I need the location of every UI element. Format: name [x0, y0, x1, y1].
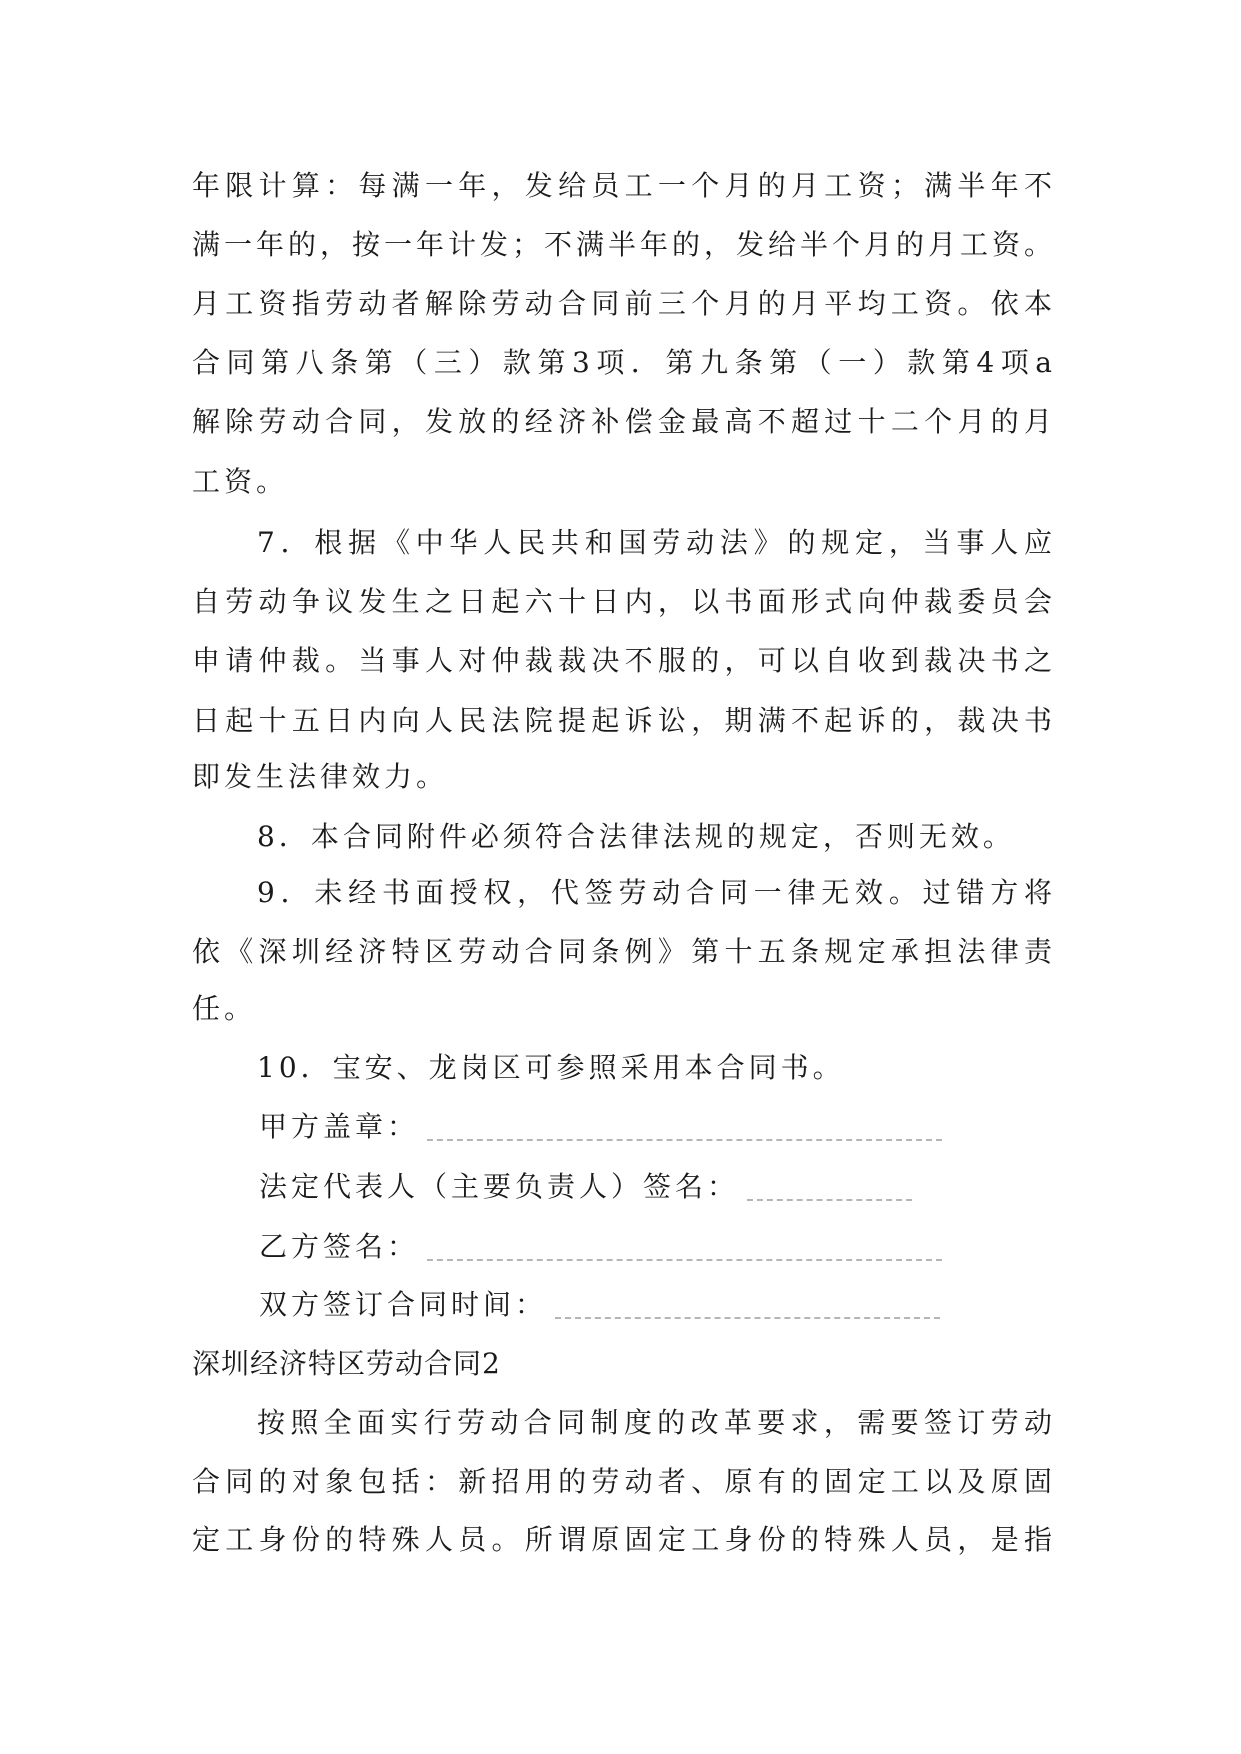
sign-date-field [259, 1285, 940, 1325]
section-2-line: 定工身份的特殊人员。所谓原固定工身份的特殊人员，是指 [192, 1523, 1052, 1556]
clause-9-line: 依《深圳经济特区劳动合同条例》第十五条规定承担法律责 [192, 935, 1052, 968]
paragraph-line: 年限计算：每满一年，发给员工一个月的月工资；满半年不 [192, 169, 1052, 202]
clause-10: 10．宝安、龙岗区可参照采用本合同书。 [257, 1051, 845, 1084]
sign-date-label: 双方签订合同时间： [259, 1288, 548, 1321]
clause-9-line: 9．未经书面授权，代签劳动合同一律无效。过错方将 [257, 876, 1052, 909]
party-b-sign-blank[interactable] [427, 1258, 942, 1261]
party-a-seal-field [259, 1107, 942, 1147]
clause-7-line: 日起十五日内向人民法院提起诉讼，期满不起诉的，裁决书 [192, 704, 1052, 737]
clause-9-line: 任。 [192, 992, 257, 1025]
section-title: 深圳经济特区劳动合同2 [192, 1347, 501, 1380]
clause-7-line: 7．根据《中华人民共和国劳动法》的规定，当事人应 [257, 526, 1052, 559]
paragraph-line: 合同第八条第（三）款第3项．第九条第（一）款第4项a [192, 346, 1052, 379]
legal-rep-blank[interactable] [747, 1198, 912, 1201]
section-2-line: 合同的对象包括：新招用的劳动者、原有的固定工以及原固 [192, 1465, 1052, 1498]
party-b-sign-label: 乙方签名： [259, 1230, 420, 1263]
clause-7-line: 自劳动争议发生之日起六十日内，以书面形式向仲裁委员会 [192, 585, 1052, 618]
paragraph-line: 解除劳动合同，发放的经济补偿金最高不超过十二个月的月 [192, 405, 1052, 438]
clause-8: 8．本合同附件必须符合法律法规的规定，否则无效。 [257, 820, 1015, 853]
clause-7-line: 即发生法律效力。 [192, 760, 449, 793]
legal-rep-label: 法定代表人（主要负责人）签名： [259, 1170, 740, 1203]
legal-rep-field [259, 1167, 912, 1207]
sign-date-blank[interactable] [555, 1316, 940, 1319]
paragraph-line: 工资。 [192, 465, 289, 498]
party-a-seal-blank[interactable] [427, 1138, 942, 1141]
clause-7-line: 申请仲裁。当事人对仲裁裁决不服的，可以自收到裁决书之 [192, 644, 1052, 677]
section-2-line: 按照全面实行劳动合同制度的改革要求，需要签订劳动 [257, 1406, 1052, 1439]
party-a-seal-label: 甲方盖章： [259, 1110, 420, 1143]
paragraph-line: 月工资指劳动者解除劳动合同前三个月的月平均工资。依本 [192, 287, 1052, 320]
paragraph-line: 满一年的，按一年计发；不满半年的，发给半个月的月工资。 [192, 228, 1052, 261]
party-b-sign-field [259, 1227, 942, 1267]
